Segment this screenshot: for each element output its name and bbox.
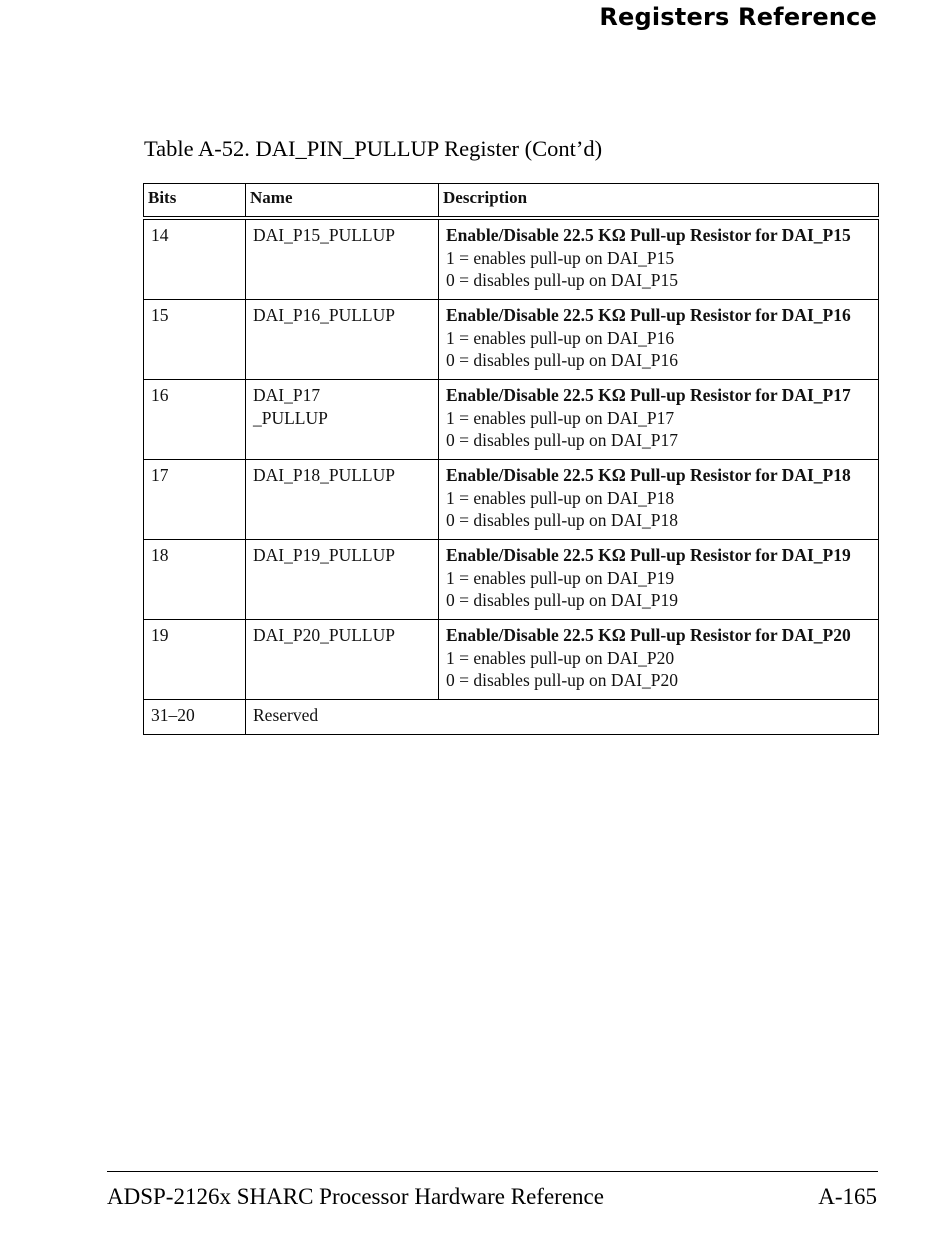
description-title: Enable/Disable 22.5 KΩ Pull-up Resistor for DAI_P19: [446, 545, 851, 565]
description-cell: [439, 620, 879, 700]
name-cell-text: DAI_P17 _PULLUP: [253, 385, 328, 428]
description-disable-line: 0 = disables pull-up on DAI_P15: [446, 270, 679, 291]
table-header-row: [144, 184, 879, 219]
running-header: Registers Reference: [599, 3, 877, 31]
description-enable-line: 1 = enables pull-up on DAI_P18: [446, 487, 675, 508]
name-cell: DAI_P20_PULLUP: [246, 620, 439, 700]
description-disable-line: 0 = disables pull-up on DAI_P19: [446, 590, 679, 611]
description-title: Enable/Disable 22.5 KΩ Pull-up Resistor for DAI_P20: [446, 625, 851, 645]
name-cell: [246, 380, 439, 460]
description-title: Enable/Disable 22.5 KΩ Pull-up Resistor for DAI_P16: [446, 305, 851, 325]
bits-cell: 19: [144, 620, 246, 700]
column-header-bits: Bits: [144, 184, 246, 219]
description-cell: [439, 460, 879, 540]
column-header-name: Name: [246, 184, 439, 219]
bits-cell: 15: [144, 300, 246, 380]
table-row-reserved: [144, 700, 879, 735]
description-title: Enable/Disable 22.5 KΩ Pull-up Resistor for DAI_P17: [446, 385, 851, 405]
description-title: Enable/Disable 22.5 KΩ Pull-up Resistor for DAI_P15: [446, 225, 851, 245]
table-row: [144, 300, 879, 380]
description-disable-line: 0 = disables pull-up on DAI_P20: [446, 670, 679, 691]
table-row: [144, 218, 879, 300]
footer-rule: [107, 1171, 878, 1172]
description-cell: [439, 540, 879, 620]
bits-cell: 18: [144, 540, 246, 620]
description-cell: [439, 380, 879, 460]
table-row: [144, 620, 879, 700]
description-disable-line: 0 = disables pull-up on DAI_P16: [446, 350, 679, 371]
footer-page-number: A-165: [818, 1184, 877, 1209]
description-cell: [439, 218, 879, 300]
bits-cell: 16: [144, 380, 246, 460]
description-cell: [439, 300, 879, 380]
description-enable-line: 1 = enables pull-up on DAI_P17: [446, 407, 675, 428]
table-row: [144, 460, 879, 540]
description-title: Enable/Disable 22.5 KΩ Pull-up Resistor for DAI_P18: [446, 465, 851, 485]
bits-cell: 17: [144, 460, 246, 540]
description-enable-line: 1 = enables pull-up on DAI_P15: [446, 247, 675, 268]
reserved-cell: Reserved: [246, 700, 879, 735]
description-enable-line: 1 = enables pull-up on DAI_P16: [446, 327, 675, 348]
description-enable-line: 1 = enables pull-up on DAI_P19: [446, 567, 675, 588]
footer-book-title: ADSP-2126x SHARC Processor Hardware Reference: [107, 1184, 604, 1209]
name-cell: DAI_P18_PULLUP: [246, 460, 439, 540]
table-row: [144, 540, 879, 620]
description-enable-line: 1 = enables pull-up on DAI_P20: [446, 647, 675, 668]
table-row: [144, 380, 879, 460]
name-cell: DAI_P15_PULLUP: [246, 218, 439, 300]
bits-cell: 31–20: [144, 700, 246, 735]
table-caption: Table A-52. DAI_PIN_PULLUP Register (Cont’d): [144, 136, 603, 161]
register-table: [143, 183, 879, 735]
name-cell: DAI_P19_PULLUP: [246, 540, 439, 620]
column-header-description: Description: [439, 184, 879, 219]
description-disable-line: 0 = disables pull-up on DAI_P18: [446, 510, 679, 531]
name-cell: DAI_P16_PULLUP: [246, 300, 439, 380]
description-disable-line: 0 = disables pull-up on DAI_P17: [446, 430, 679, 451]
bits-cell: 14: [144, 218, 246, 300]
